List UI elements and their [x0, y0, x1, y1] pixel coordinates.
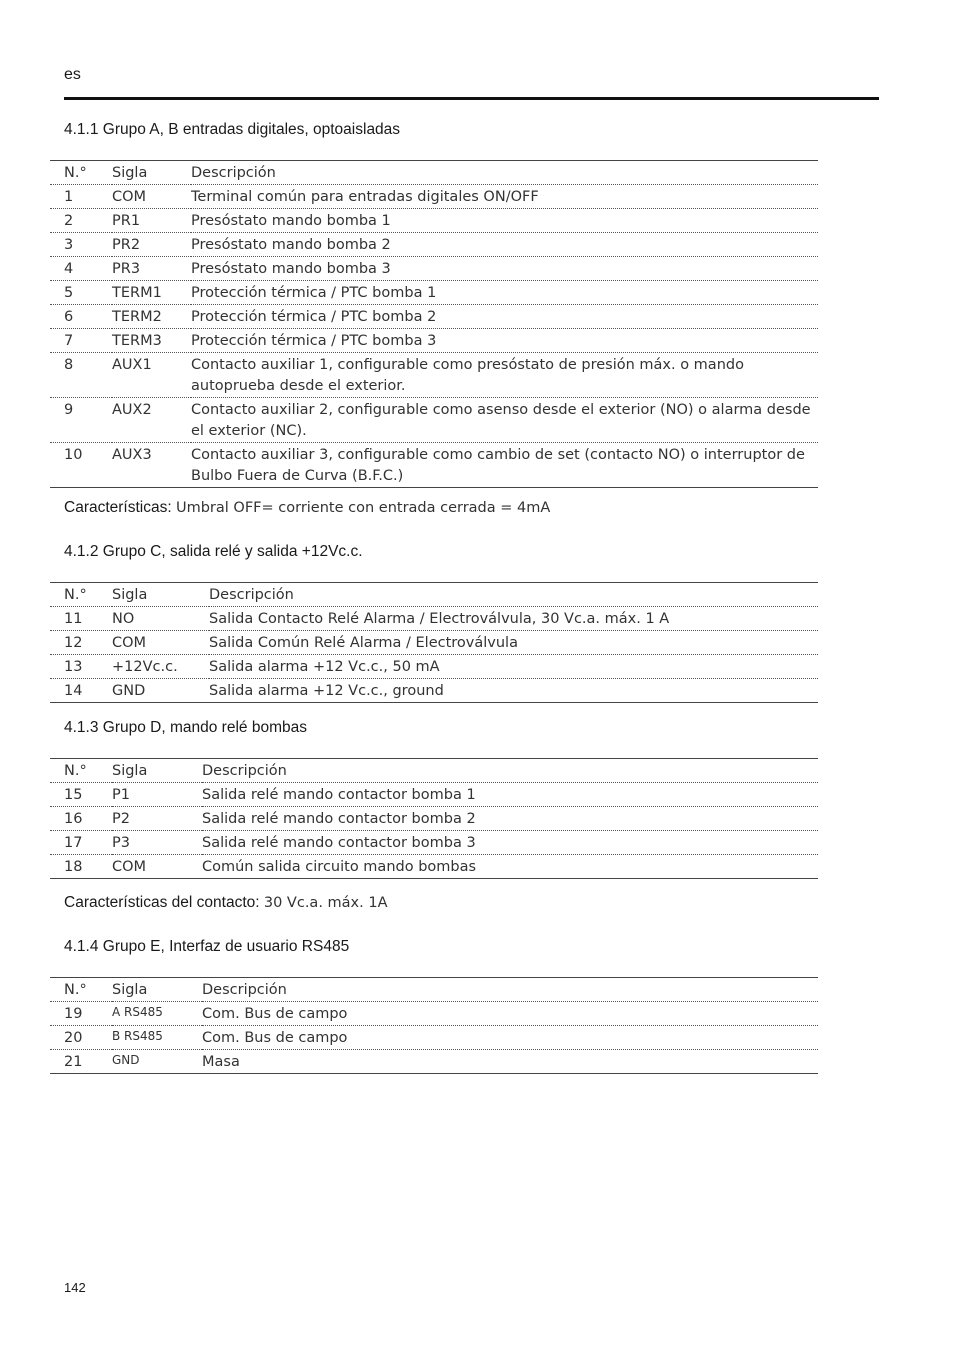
table-row: 2 PR1 Presóstato mando bomba 1 [50, 209, 818, 233]
table-group-d [50, 758, 818, 879]
table-row: 8 AUX1 Contacto auxiliar 1, configurable como presóstato de presión máx. o mando autoprueba desde el exterior. [50, 353, 818, 398]
column-header-description: Descripción [202, 763, 287, 779]
note-label: Características: [64, 499, 172, 516]
section-title-4-1-1: 4.1.1 Grupo A, B entradas digitales, optoaisladas [64, 121, 401, 138]
language-code: es [64, 66, 81, 83]
table-row: 14 GND Salida alarma +12 Vc.c., ground [50, 679, 818, 703]
table-header-row [50, 759, 818, 783]
contact-characteristics-note [64, 894, 388, 912]
column-header-number: N.° [64, 982, 87, 998]
column-header-number: N.° [64, 763, 87, 779]
column-header-description: Descripción [191, 165, 276, 181]
table-row: 11 NO Salida Contacto Relé Alarma / Electroválvula, 30 Vc.a. máx. 1 A [50, 607, 818, 631]
column-header-sigla: Sigla [112, 165, 148, 181]
note-value: 30 Vc.a. máx. 1A [263, 895, 388, 911]
table-row: 10 AUX3 Contacto auxiliar 3, configurable como cambio de set (contacto NO) o interruptor de Bulbo Fuera de Curva (B.F.C.) [50, 443, 818, 488]
note-label: Características del contacto: [64, 894, 260, 911]
table-group-c [50, 582, 818, 703]
column-header-sigla: Sigla [112, 763, 148, 779]
section-title-4-1-3: 4.1.3 Grupo D, mando relé bombas [64, 719, 307, 736]
table-header-row [50, 978, 818, 1002]
table-row: 19 A RS485 Com. Bus de campo [50, 1002, 818, 1026]
column-header-sigla: Sigla [112, 587, 148, 603]
column-header-description: Descripción [209, 587, 294, 603]
table-row: 4 PR3 Presóstato mando bomba 3 [50, 257, 818, 281]
table-row: 1 COM Terminal común para entradas digitales ON/OFF [50, 185, 818, 209]
column-header-number: N.° [64, 587, 87, 603]
table-row: 21 GND Masa [50, 1050, 818, 1074]
column-header-sigla: Sigla [112, 982, 148, 998]
table-row: 6 TERM2 Protección térmica / PTC bomba 2 [50, 305, 818, 329]
section-title-4-1-4: 4.1.4 Grupo E, Interfaz de usuario RS485 [64, 938, 350, 955]
table-group-e [50, 977, 818, 1074]
table-row: 13 +12Vc.c. Salida alarma +12 Vc.c., 50 mA [50, 655, 818, 679]
characteristics-note [64, 499, 550, 517]
table-row: 5 TERM1 Protección térmica / PTC bomba 1 [50, 281, 818, 305]
section-title-4-1-2: 4.1.2 Grupo C, salida relé y salida +12Vc.c. [64, 543, 363, 560]
table-header-row [50, 583, 818, 607]
column-header-description: Descripción [202, 982, 287, 998]
table-row: 7 TERM3 Protección térmica / PTC bomba 3 [50, 329, 818, 353]
header-rule [64, 97, 879, 100]
table-row: 18 COM Común salida circuito mando bombas [50, 855, 818, 879]
note-value: Umbral OFF= corriente con entrada cerrada = 4mA [175, 500, 551, 516]
page-number: 142 [64, 1280, 86, 1295]
table-header-row [50, 161, 818, 185]
table-row: 15 P1 Salida relé mando contactor bomba 1 [50, 783, 818, 807]
table-row: 3 PR2 Presóstato mando bomba 2 [50, 233, 818, 257]
table-row: 17 P3 Salida relé mando contactor bomba 3 [50, 831, 818, 855]
table-group-a-b [50, 160, 818, 488]
table-row: 12 COM Salida Común Relé Alarma / Electroválvula [50, 631, 818, 655]
table-row: 20 B RS485 Com. Bus de campo [50, 1026, 818, 1050]
table-row: 16 P2 Salida relé mando contactor bomba 2 [50, 807, 818, 831]
table-row: 9 AUX2 Contacto auxiliar 2, configurable como asenso desde el exterior (NO) o alarma desde el exterior (NC). [50, 398, 818, 443]
column-header-number: N.° [64, 165, 87, 181]
